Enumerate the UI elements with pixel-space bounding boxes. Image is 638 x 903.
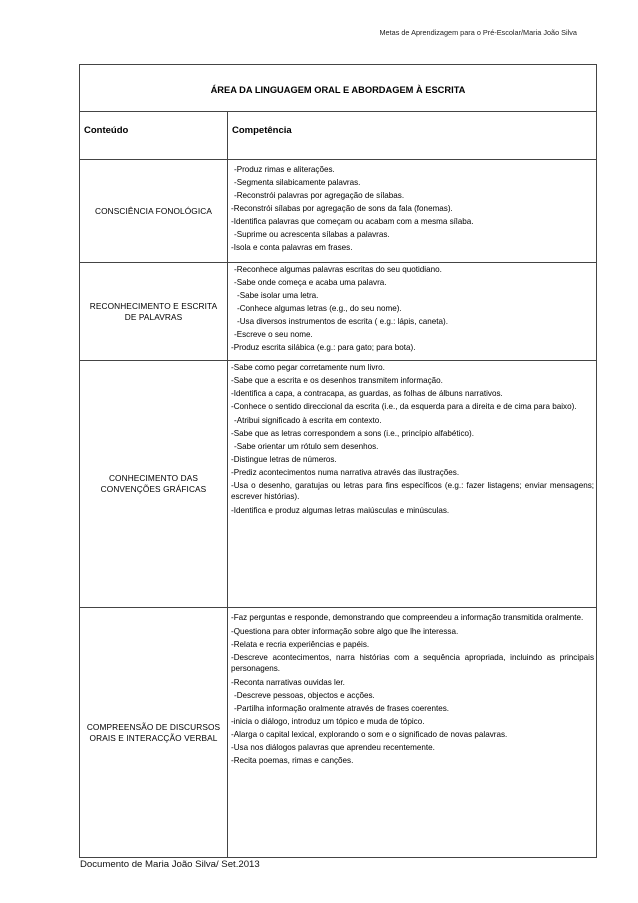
page-footer: Documento de Maria João Silva/ Set.2013 [80,859,260,870]
competence-cell [228,160,597,263]
competence-cell [228,361,597,608]
competence-item: -Segmenta silabicamente palavras. [234,178,361,187]
competence-item: -Usa o desenho, garatujas ou letras para fins específicos (e.g.: fazer listagens; enviar mensagens; escrever histórias). [231,481,594,501]
competence-item: -Identifica a capa, a contracapa, as guardas, as folhas de álbuns narrativos. [231,389,503,398]
content-cell: COMPREENSÃO DE DISCURSOS ORAIS E INTERACÇÃO VERBAL [80,608,228,858]
competence-item: -Usa nos diálogos palavras que aprendeu recentemente. [231,743,435,752]
competence-item: -Distingue letras de números. [231,455,337,464]
competence-item: -Isola e conta palavras em frases. [231,243,353,252]
competence-item: -Sabe isolar uma letra. [237,291,319,300]
competence-item: -Reconstrói sílabas por agregação de sons da fala (fonemas). [231,204,453,213]
competence-item: -Conhece algumas letras (e.g., do seu nome). [237,304,402,313]
content-cell: CONHECIMENTO DAS CONVENÇÕES GRÁFICAS [80,361,228,608]
content-cell: RECONHECIMENTO E ESCRITA DE PALAVRAS [80,263,228,361]
content-cell: CONSCIÊNCIA FONOLÓGICA [80,160,228,263]
competence-item: -Descreve pessoas, objectos e acções. [234,691,375,700]
competence-item: -Sabe onde começa e acaba uma palavra. [234,278,387,287]
table-row [80,160,597,263]
competence-item: -Atribui significado à escrita em contexto. [234,416,382,425]
competence-item: -Produz rimas e aliterações. [234,165,335,174]
competence-item: -Conhece o sentido direccional da escrita (i.e., da esquerda para a direita e de cima para baixo). [231,402,577,411]
competence-item: -Escreve o seu nome. [234,330,313,339]
competence-item: -Recita poemas, rimas e canções. [231,756,354,765]
competence-item: -Identifica palavras que começam ou acabam com a mesma sílaba. [231,217,474,226]
competence-item: -Sabe que as letras correspondem a sons (i.e., princípio alfabético). [231,429,474,438]
competence-item: -Usa diversos instrumentos de escrita ( e.g.: lápis, caneta). [237,317,448,326]
competence-item: -Sabe que a escrita e os desenhos transmitem informação. [231,376,443,385]
column-header-content: Conteúdo [80,112,228,160]
page-header: Metas de Aprendizagem para o Pré-Escolar/Maria João Silva [379,28,577,37]
competence-item: -Questiona para obter informação sobre algo que lhe interessa. [231,627,459,636]
competence-cell [228,608,597,858]
competence-item: -Suprime ou acrescenta sílabas a palavras. [234,230,390,239]
table-row [80,361,597,608]
table-title-cell [80,65,597,112]
competence-item: -Sabe orientar um rótulo sem desenhos. [234,442,379,451]
competence-item: -Sabe como pegar corretamente num livro. [231,363,385,372]
competence-item: -Faz perguntas e responde, demonstrando que compreendeu a informação transmitida oralmente. [231,613,584,622]
competence-item: -Partilha informação oralmente através de frases coerentes. [234,704,450,713]
competence-item: -Relata e recria experiências e papéis. [231,640,370,649]
competence-item: -Reconta narrativas ouvidas ler. [231,678,345,687]
table-row [80,608,597,858]
table-row [80,263,597,361]
competence-item: -inicia o diálogo, introduz um tópico e muda de tópico. [231,717,425,726]
competence-item: -Reconhece algumas palavras escritas do seu quotidiano. [234,265,442,274]
competence-item: -Reconstrói palavras por agregação de sílabas. [234,191,405,200]
column-header-competence: Competência [228,112,597,160]
competence-item: -Identifica e produz algumas letras maiúsculas e minúsculas. [231,506,450,515]
competencies-table [79,64,597,858]
competence-item: -Produz escrita silábica (e.g.: para gato; para bota). [231,343,416,352]
competence-cell [228,263,597,361]
competence-item: -Descreve acontecimentos, narra histórias com a sequência apropriada, incluindo as principais personagens. [231,653,594,673]
competence-item: -Alarga o capital lexical, explorando o som e o significado de novas palavras. [231,730,508,739]
competence-item: -Prediz acontecimentos numa narrativa através das ilustrações. [231,468,460,477]
table-title: ÁREA DA LINGUAGEM ORAL E ABORDAGEM À ESCRITA [210,85,466,95]
